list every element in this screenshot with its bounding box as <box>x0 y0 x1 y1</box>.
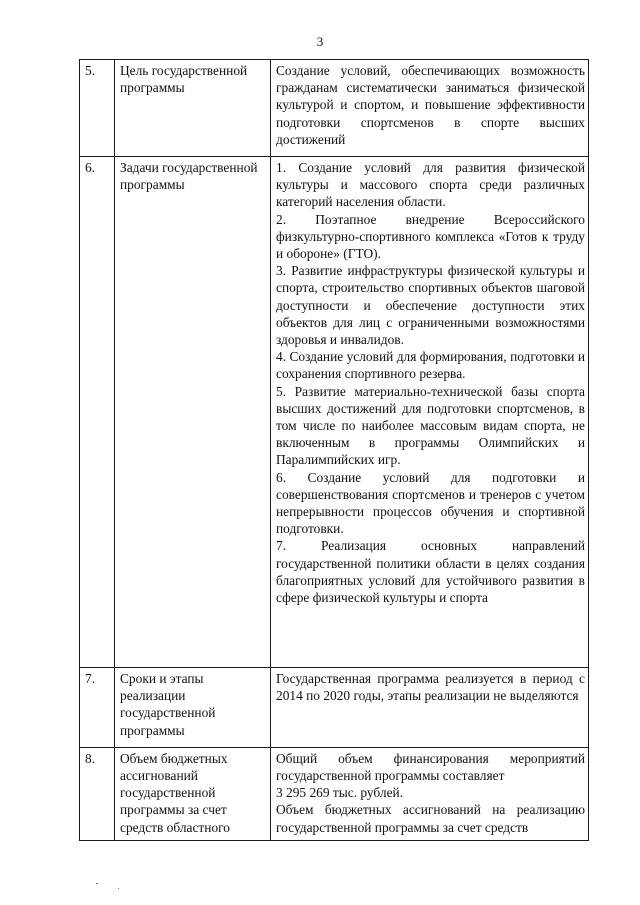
task-item-7: 7. Реализация основных направлений государственной политики области в целях создания благоприятных условий для устойчивого развития в сфере физической культуры и спорта <box>276 538 585 606</box>
row-number: 7. <box>80 668 115 748</box>
row-label-budget: Объем бюджетных ассигнований государственной программы за счет средств областного <box>115 747 271 840</box>
budget-text-continued: Объем бюджетных ассигнований на реализацию государственной программы за счет средств <box>276 802 585 835</box>
row-number: 5. <box>80 60 115 157</box>
task-item-2: 2. Поэтапное внедрение Всероссийского физкультурно-спортивного комплекса «Готов к труду и обороне» (ГТО). <box>276 211 585 262</box>
table-row-goal <box>80 60 589 157</box>
goal-text: Создание условий, обеспечивающих возможность гражданам систематически заниматься физической культурой и спортом, и повышение эффективности подготовки спортсменов в спорте высших достижений <box>276 63 585 147</box>
row-label-goal: Цель государственной программы <box>115 60 271 157</box>
task-item-5: 5. Развитие материально-технической базы спорта высших достижений для подготовки спортсменов, в том числе по наиболее массовым видам спорта, не включенным в программы Олимпийских и Паралимпийских игр. <box>276 383 585 468</box>
task-item-3: 3. Развитие инфраструктуры физической культуры и спорта, строительство спортивных объектов шаговой доступности и обеспечение доступности этих объектов для лиц с ограниченными возможностями здоровья и инвалидов. <box>276 263 585 348</box>
task-item-6: 6. Создание условий для подготовки и совершенствования спортсменов и тренеров с учетом непрерывности процессов обучения и спортивной подготовки. <box>276 469 585 537</box>
timing-text: Государственная программа реализуется в период с 2014 по 2020 годы, этапы реализации не выделяются <box>276 671 585 704</box>
table-row-timing <box>80 668 589 748</box>
table-row-budget <box>80 747 589 840</box>
task-item-1: 1. Создание условий для развития физической культуры и массового спорта среди различных категорий населения области. <box>276 160 585 210</box>
row-content-goal <box>271 60 589 157</box>
row-content-tasks <box>271 157 589 668</box>
scan-speck <box>118 888 119 889</box>
task-item-4: 4. Создание условий для формирования, подготовки и сохранения спортивного резерва. <box>276 349 585 382</box>
row-content-budget <box>271 747 589 840</box>
budget-total: 3 295 269 тыс. рублей. <box>276 785 404 801</box>
row-content-timing <box>271 668 589 748</box>
row-number: 6. <box>80 157 115 668</box>
row-number: 8. <box>80 747 115 840</box>
row-label-tasks: Задачи государственной программы <box>115 157 271 668</box>
scan-speck <box>96 883 98 884</box>
program-passport-table <box>79 59 589 841</box>
row-label-timing: Сроки и этапы реализации государственной программы <box>115 668 271 748</box>
table-row-tasks <box>80 157 589 668</box>
page-number: 3 <box>316 34 324 49</box>
budget-text-intro: Общий объем финансирования мероприятий государственной программы составляет <box>276 750 585 784</box>
